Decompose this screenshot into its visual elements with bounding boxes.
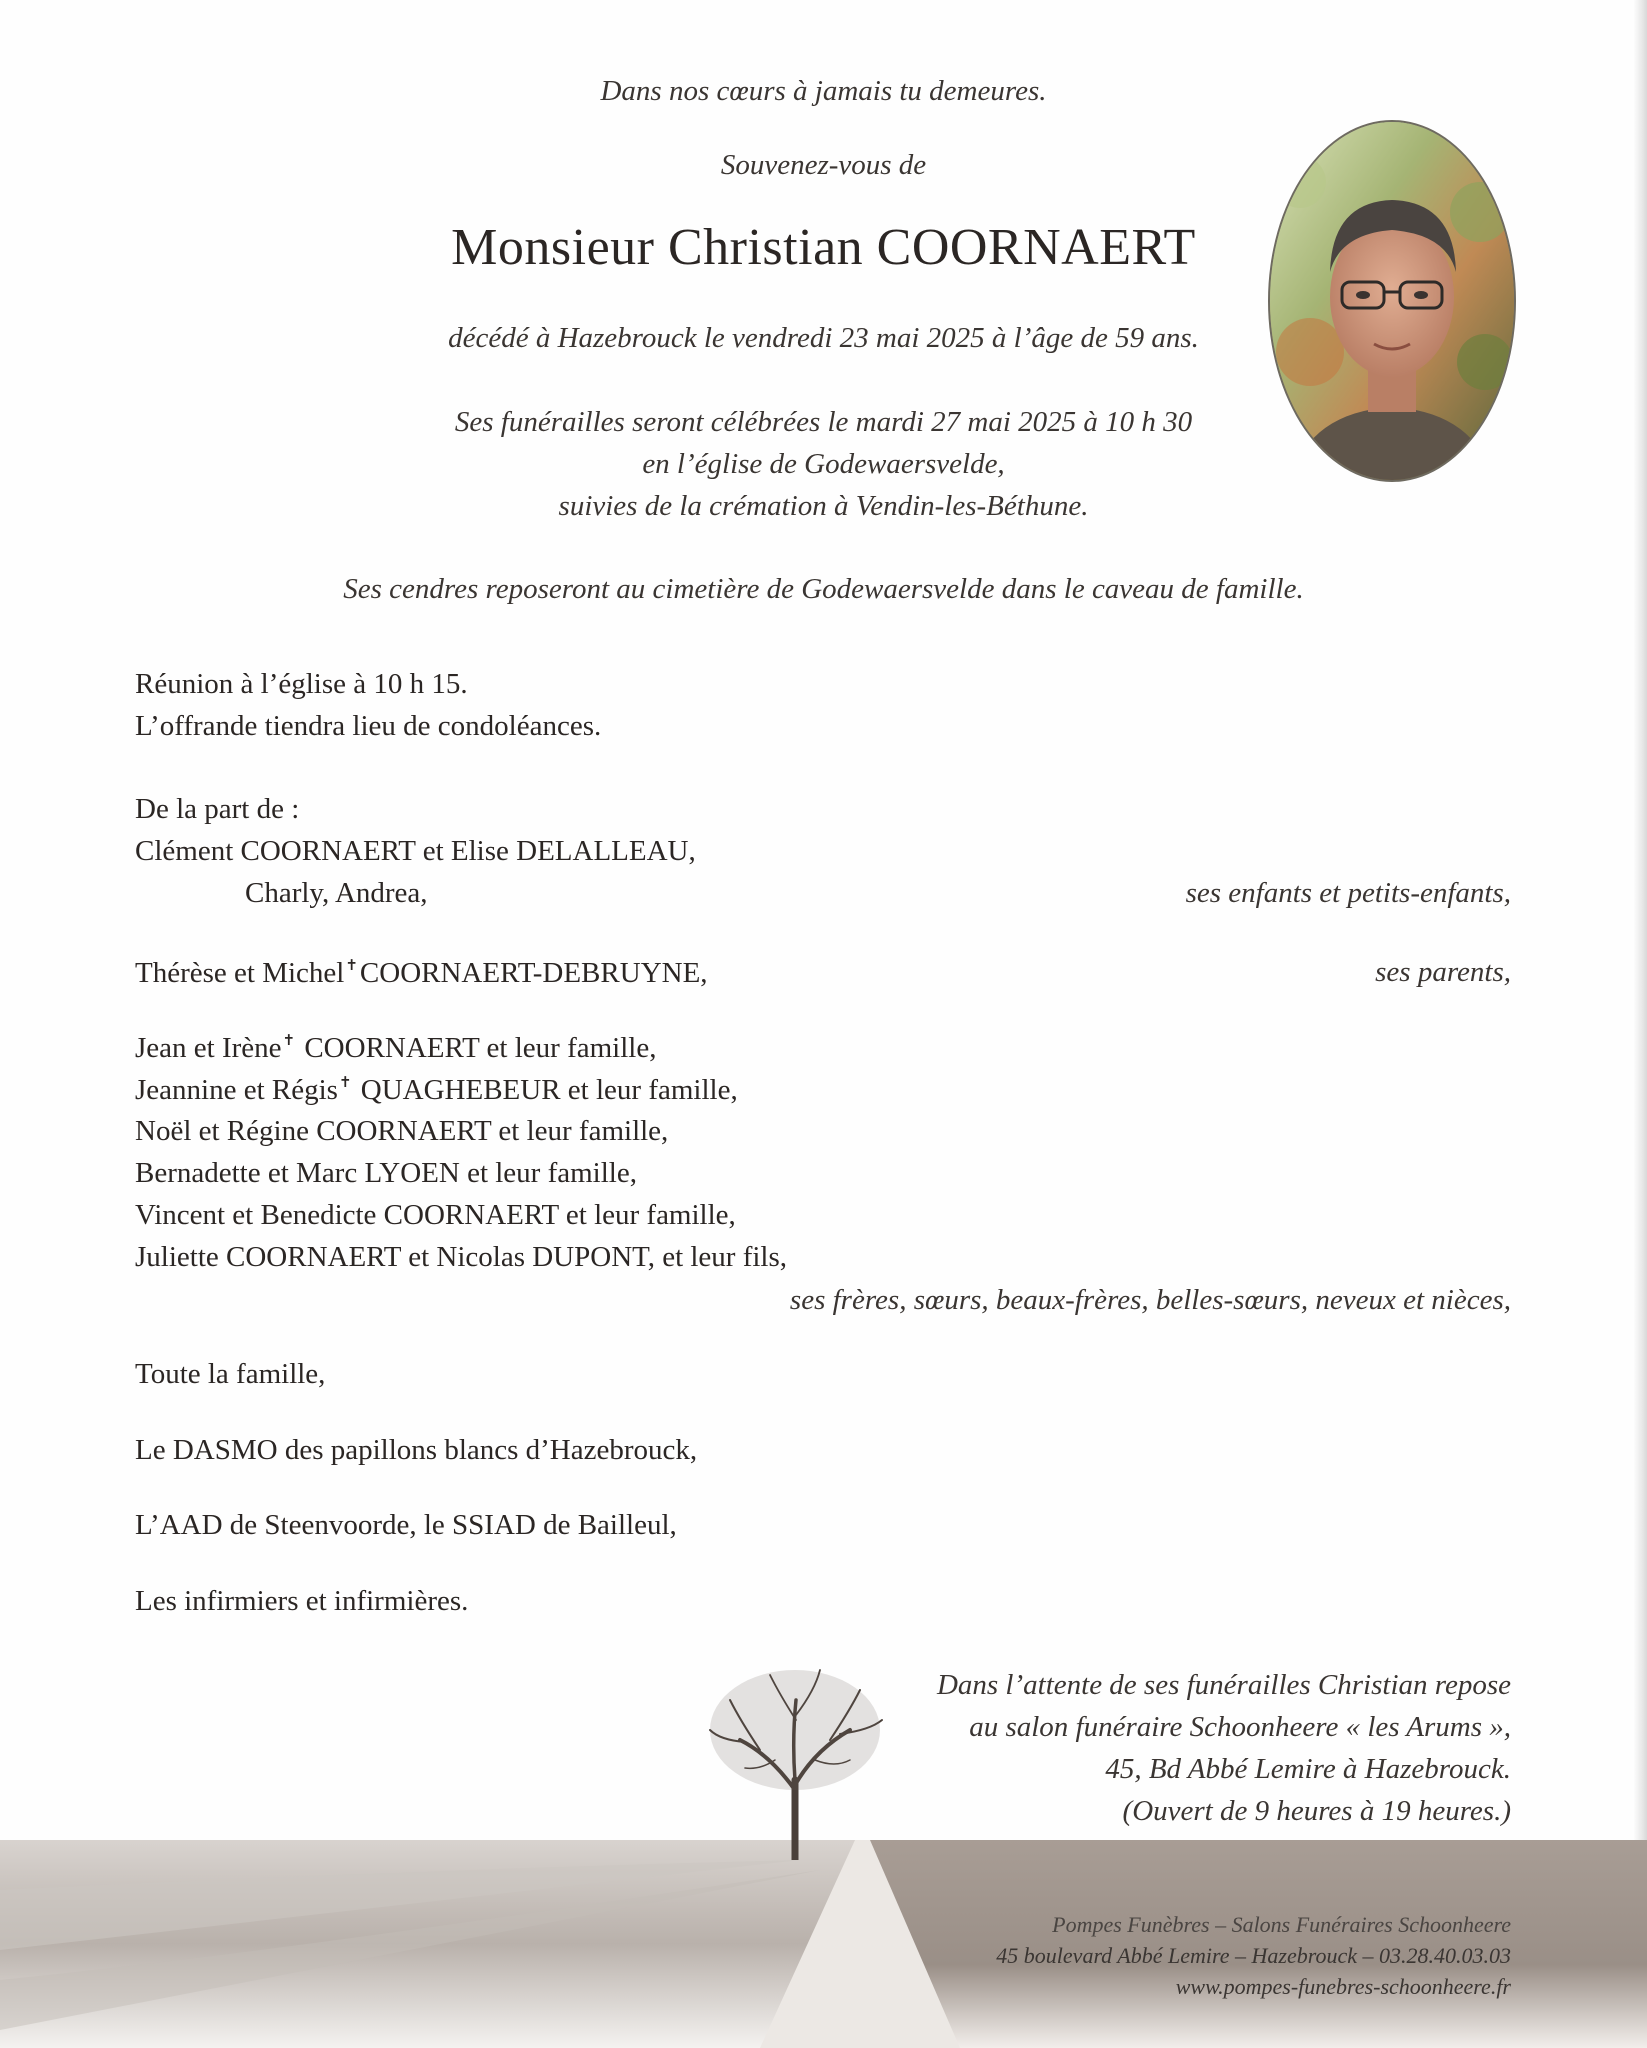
repose-line-4: (Ouvert de 9 heures à 19 heures.) (1122, 1795, 1511, 1827)
epigraph: Dans nos cœurs à jamais tu demeures. (600, 75, 1047, 107)
sibling-line-6: Juliette COORNAERT et Nicolas DUPONT, et leur fils, (135, 1241, 788, 1273)
sibling-line-1 (135, 1031, 656, 1065)
sibling-line-4: Bernadette et Marc LYOEN et leur famille, (135, 1157, 637, 1189)
repose-line-1: Dans l’attente de ses funérailles Christian repose (936, 1669, 1511, 1701)
offering-note: L’offrande tiendra lieu de condoléances. (135, 710, 602, 742)
parents-surname: COORNAERT-DEBRUYNE, (359, 957, 708, 989)
repose-line-2: au salon funéraire Schoonheere « les Arums », (969, 1711, 1511, 1743)
organization-2: L’AAD de Steenvoorde, le SSIAD de Bailleul, (135, 1509, 677, 1541)
children-line-2: Charly, Andrea, (245, 877, 428, 909)
whole-family: Toute la famille, (135, 1358, 326, 1390)
children-relation: ses enfants et petits-enfants, (1185, 877, 1511, 909)
sibling-1-surname: COORNAERT et leur famille, (304, 1032, 657, 1064)
cross-icon: ✝ (345, 958, 358, 974)
funeral-line-1: Ses funérailles seront célébrées le mardi 27 mai 2025 à 10 h 30 (454, 406, 1193, 438)
tree-landscape-image (0, 1830, 1647, 2048)
siblings-relation: ses frères, sœurs, beaux-frères, belles-sœurs, neveux et nièces, (789, 1284, 1511, 1316)
ashes-line: Ses cendres reposeront au cimetière de Godewaersvelde dans le caveau de famille. (343, 573, 1304, 605)
children-line-1: Clément COORNAERT et Elise DELALLEAU, (135, 835, 696, 867)
intro-text: Souvenez-vous de (720, 149, 927, 181)
organization-1: Le DASMO des papillons blancs d’Hazebrouck, (135, 1434, 698, 1466)
company-website[interactable]: www.pompes-funebres-schoonheere.fr (1175, 1974, 1511, 1999)
cross-icon: ✝ (282, 1033, 296, 1049)
deceased-name: Monsieur Christian COORNAERT (451, 219, 1196, 276)
death-line: décédé à Hazebrouck le vendredi 23 mai 2025 à l’âge de 59 ans. (448, 322, 1199, 354)
from-label: De la part de : (135, 793, 300, 825)
sibling-line-5: Vincent et Benedicte COORNAERT et leur famille, (135, 1199, 736, 1231)
company-address: 45 boulevard Abbé Lemire – Hazebrouck – 03.28.40.03.03 (996, 1943, 1511, 1968)
sibling-2-names: Jeannine et Régis (135, 1074, 338, 1106)
tree-icon (700, 1660, 890, 1860)
sibling-1-names: Jean et Irène (135, 1032, 282, 1064)
company-name: Pompes Funèbres – Salons Funéraires Schoonheere (1052, 1912, 1511, 1937)
parents-names: Thérèse et Michel (135, 957, 345, 989)
sibling-line-2 (135, 1073, 738, 1107)
repose-line-3: 45, Bd Abbé Lemire à Hazebrouck. (1105, 1753, 1511, 1785)
scan-edge-shadow (1633, 0, 1647, 2048)
sibling-line-3: Noël et Régine COORNAERT et leur famille, (135, 1115, 669, 1147)
funeral-line-2: en l’église de Godewaersvelde, (642, 448, 1005, 480)
meeting-note: Réunion à l’église à 10 h 15. (135, 668, 468, 700)
organization-3: Les infirmiers et infirmières. (135, 1585, 469, 1617)
funeral-line-3: suivies de la crémation à Vendin-les-Béthune. (558, 490, 1089, 522)
parents-relation: ses parents, (1375, 956, 1511, 988)
cross-icon: ✝ (338, 1075, 352, 1091)
sibling-2-surname: QUAGHEBEUR et leur famille, (360, 1074, 738, 1106)
portrait-photo (1268, 120, 1516, 482)
parents-line (135, 956, 708, 990)
